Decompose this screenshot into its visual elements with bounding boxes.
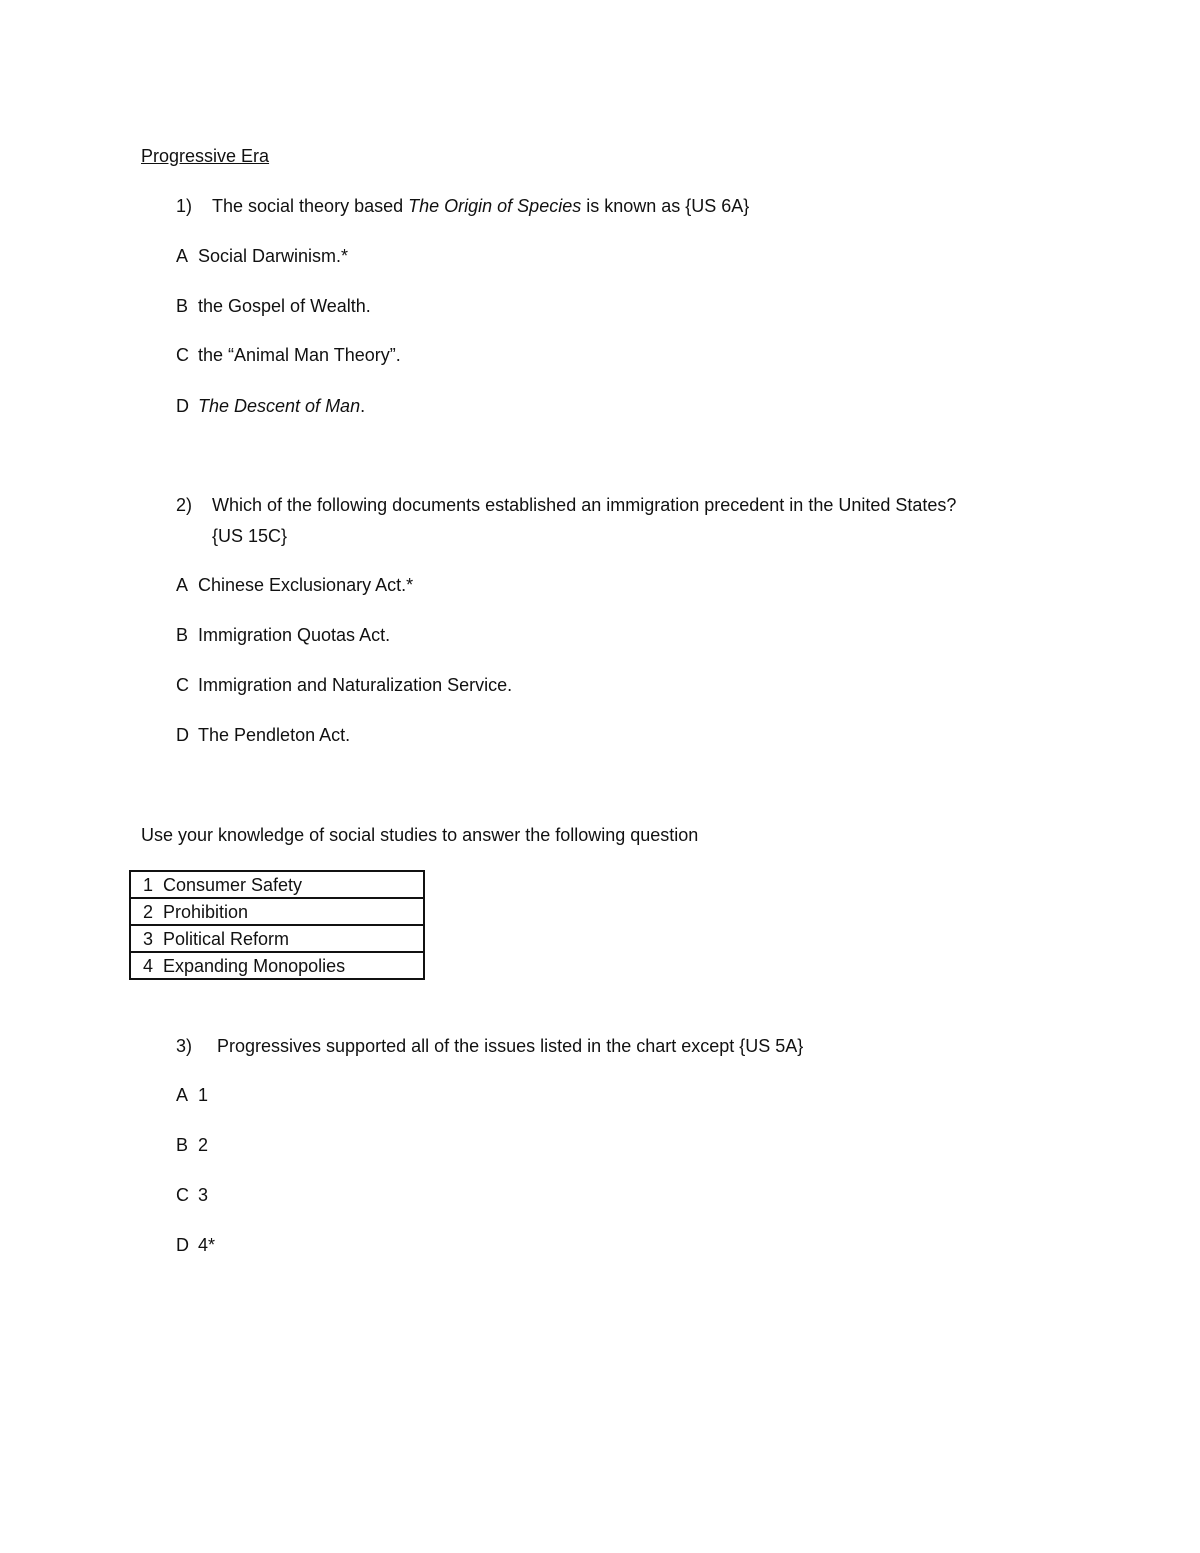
option-letter: C [176, 1185, 189, 1205]
chart-cell [130, 871, 424, 898]
book-title: The Origin of Species [408, 196, 582, 216]
option-text: the “Animal Man Theory”. [198, 345, 401, 365]
q2-option-a [176, 574, 413, 596]
chart-row-number: 2 [143, 902, 154, 922]
option-letter: A [176, 575, 189, 595]
question-3 [176, 1035, 803, 1057]
option-text: 1 [198, 1085, 209, 1105]
chart-cell [130, 925, 424, 952]
chart-row [130, 952, 424, 979]
q3-option-c [176, 1184, 208, 1206]
option-letter: C [176, 675, 189, 695]
chart-row-label: Expanding Monopolies [163, 956, 346, 976]
chart-row-number: 3 [143, 929, 154, 949]
chart-row-label: Political Reform [163, 929, 290, 949]
chart-cell [130, 952, 424, 979]
question-2 [176, 494, 956, 516]
option-letter: B [176, 625, 189, 645]
question-1 [176, 195, 749, 217]
issues-chart [129, 870, 425, 980]
chart-row-label: Prohibition [163, 902, 249, 922]
option-letter: D [176, 1235, 189, 1255]
question-text-end: is known as {US 6A} [581, 196, 750, 216]
q3-option-d [176, 1234, 215, 1256]
option-text: 3 [198, 1185, 209, 1205]
question-text: The social theory based [212, 196, 409, 216]
question-2-standard: {US 15C} [212, 526, 288, 546]
chart-row-number: 1 [143, 875, 154, 895]
question-number: 2) [176, 495, 193, 515]
q1-option-d [176, 395, 365, 417]
chart-row [130, 925, 424, 952]
question-number: 1) [176, 196, 193, 216]
option-letter: D [176, 396, 189, 416]
option-letter: C [176, 345, 189, 365]
option-letter: A [176, 246, 189, 266]
question-text: Progressives supported all of the issues listed in the chart except {US 5A} [217, 1036, 804, 1056]
q2-option-d [176, 724, 350, 746]
page-title: Progressive Era [141, 146, 270, 166]
chart-row [130, 871, 424, 898]
option-letter: B [176, 1135, 189, 1155]
option-text: Social Darwinism.* [198, 246, 349, 266]
q3-option-b [176, 1134, 208, 1156]
chart-row [130, 898, 424, 925]
option-text: Immigration and Naturalization Service. [198, 675, 513, 695]
option-letter: D [176, 725, 189, 745]
option-text: The Descent of Man [198, 396, 361, 416]
instruction-text: Use your knowledge of social studies to answer the following question [141, 825, 699, 845]
question-number: 3) [176, 1036, 193, 1056]
q2-option-c [176, 674, 512, 696]
option-text: The Pendleton Act. [198, 725, 351, 745]
q1-option-b [176, 295, 371, 317]
chart-row-number: 4 [143, 956, 154, 976]
q3-option-a [176, 1084, 208, 1106]
option-letter: A [176, 1085, 189, 1105]
chart-row-label: Consumer Safety [163, 875, 303, 895]
question-text: Which of the following documents established an immigration precedent in the United States? [212, 495, 957, 515]
option-text-end: . [360, 396, 366, 416]
option-text: Chinese Exclusionary Act.* [198, 575, 414, 595]
option-text: 2 [198, 1135, 209, 1155]
option-text: the Gospel of Wealth. [198, 296, 371, 316]
q1-option-c [176, 344, 401, 366]
chart-cell [130, 898, 424, 925]
option-letter: B [176, 296, 189, 316]
option-text: 4* [198, 1235, 216, 1255]
q2-option-b [176, 624, 390, 646]
q1-option-a [176, 245, 348, 267]
option-text: Immigration Quotas Act. [198, 625, 391, 645]
